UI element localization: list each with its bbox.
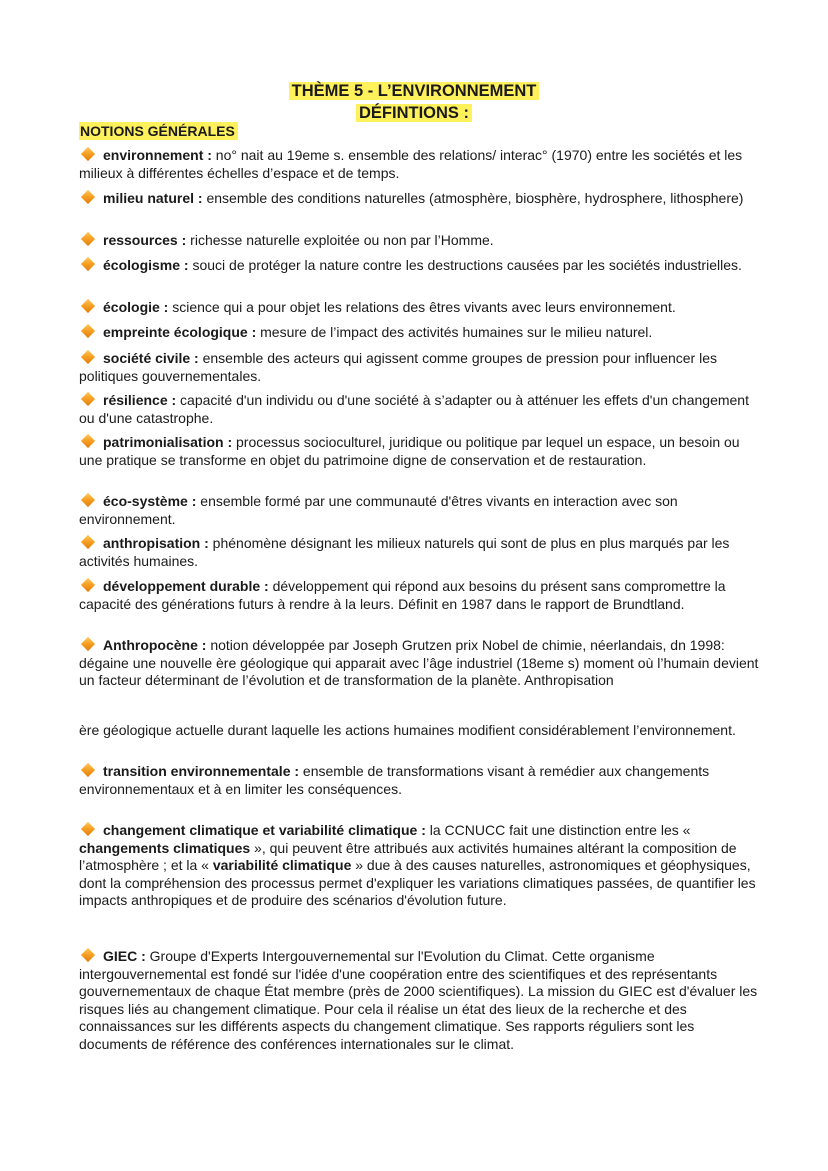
definition-societe-civile: société civile : ensemble des acteurs qui agissent comme groupes de pression pour influencer les politiques gouvernementales. <box>79 350 718 384</box>
page-subtitle: DÉFINTIONS : <box>0 103 828 123</box>
definition-ressources: ressources : richesse naturelle exploitée ou non par l’Homme. <box>79 232 759 250</box>
diamond-bullet-icon <box>81 822 95 836</box>
diamond-bullet-icon <box>81 434 95 448</box>
diamond-bullet-icon <box>81 350 95 364</box>
page-title: THÈME 5 - L’ENVIRONNEMENT <box>0 81 828 101</box>
definition-ecologie: écologie : science qui a pour objet les relations des êtres vivants avec leurs environnement. <box>79 299 759 317</box>
diamond-bullet-icon <box>81 763 95 777</box>
diamond-bullet-icon <box>81 392 95 406</box>
definition-anthropisation: anthropisation : phénomène désignant les milieux naturels qui sont de plus en plus marqués par les activités humaines. <box>79 535 730 569</box>
diamond-bullet-icon <box>81 147 95 161</box>
definition-eco-systeme: éco-système : ensemble formé par une communauté d'êtres vivants en interaction avec son environnement. <box>79 493 678 527</box>
definition-milieu-naturel: milieu naturel : ensemble des conditions naturelles (atmosphère, biosphère, hydrosphere, lithosphere) <box>79 190 759 208</box>
definition-ecologisme: écologisme : souci de protéger la nature contre les destructions causées par les sociétés industrielles. <box>79 257 759 275</box>
definition-anthropocene: Anthropocène : notion développée par Joseph Grutzen prix Nobel de chimie, néerlandais, dn 1998: dégaine une nouvelle ère géologique qui apparait avec l’âge industriel (18eme s) moment où l’humain devient un facteur déterminant de l’évolution et de transformation de la planète. Anthropisation <box>79 637 759 688</box>
definition-transition-environnementale: transition environnementale : ensemble de transformations visant à remédier aux changements environnementaux et à en limiter les conséquences. <box>79 763 710 797</box>
diamond-bullet-icon <box>81 535 95 549</box>
diamond-bullet-icon <box>81 232 95 246</box>
diamond-bullet-icon <box>81 299 95 313</box>
definition-empreinte-ecologique: empreinte écologique : mesure de l’impact des activités humaines sur le milieu naturel. <box>79 324 759 342</box>
diamond-bullet-icon <box>81 190 95 204</box>
definition-patrimonialisation: patrimonialisation : processus socioculturel, juridique ou politique par lequel un espace, un besoin ou une pratique se transforme en objet du patrimoine digne de conservation et de restauration. <box>79 434 740 468</box>
diamond-bullet-icon <box>81 578 95 592</box>
diamond-bullet-icon <box>81 948 95 962</box>
diamond-bullet-icon <box>81 637 95 651</box>
section-heading: NOTIONS GÉNÉRALES <box>79 122 238 140</box>
definition-resilience: résilience : capacité d'un individu ou d'une société à s’adapter ou à atténuer les effets d'un changement ou d'une catastrophe. <box>79 392 749 426</box>
diamond-bullet-icon <box>81 257 95 271</box>
definition-developpement-durable: développement durable : développement qui répond aux besoins du présent sans compromettre la capacité des générations futurs à rendre à la leurs. Définit en 1987 dans le rapport de Brundtland. <box>79 578 726 612</box>
definition-giec: GIEC : Groupe d'Experts Intergouvernemental sur l'Evolution du Climat. Cette organisme intergouvernemental est fondé sur l'idée d'une coopération entre des scientifiques et des représentants gouvernementaux de chaque État membre (près de 2000 scientifiques). La mission du GIEC est d'évaluer les risques liés au changement climatique. Pour cela il réalise un état des lieux de la recherche et des connaissances sur les différents aspects du changement climatique. Ses rapports réguliers sont les documents de référence des conférences internationales sur le climat. <box>79 948 758 1052</box>
diamond-bullet-icon <box>81 324 95 338</box>
diamond-bullet-icon <box>81 493 95 507</box>
definition-changement-climatique: changement climatique et variabilité climatique : la CCNUCC fait une distinction entre les « changements climatiques », qui peuvent être attribués aux activités humaines altérant la composition de l’atmosphère ; et la « variabilité climatique » due à des causes naturelles, astronomiques et géophysiques, dont la compréhension des processus permet d'expliquer les variations climatiques passées, de quantifier les impacts anthropiques et de produire des scénarios d'évolution future. <box>79 822 756 908</box>
anthropocene-continuation: ère géologique actuelle durant laquelle les actions humaines modifient considérablement l’environnement. <box>79 722 736 738</box>
definition-environnement: environnement : no° nait au 19eme s. ensemble des relations/ interac° (1970) entre les sociétés et les milieux à différentes échelles d’espace et de temps. <box>79 147 743 181</box>
